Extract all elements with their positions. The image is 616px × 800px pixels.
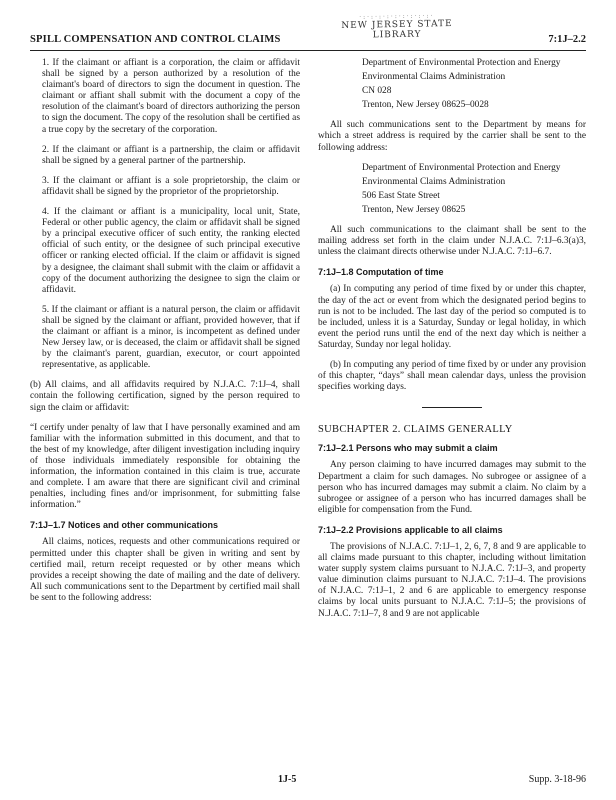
paragraph-street-address: All such communications sent to the Department by means for which a street address is required by the carrier shall be sent to the following address: [318,120,586,153]
paragraph-computation-a: (a) In computing any period of time fixed by or under this chapter, the day of the act or event from which the designated period begins to run is not to be included. The last day of the period so computed is to be included, unless it is a Saturday, Sunday or legal holiday, in which event the period runs until the end of the next day which is neither a Saturday, Sunday nor legal holiday. [318,284,586,350]
address-line: Trenton, New Jersey 08625–0028 [362,100,489,111]
library-stamp-text: NEW JERSEY STATE LIBRARY [341,19,453,41]
address-line: Department of Environmental Protection and Energy [362,162,561,173]
paragraph-natural-person: 5. If the claimant or affiant is a natural person, the claim or affidavit shall be signed by the claimant or affiant, provided however, that if the claimant or affiant is a minor, is incompetent as defined under New Jersey law, or is deceased, the claim or affidavit shall be signed by the claimant's parent, guardian, executor, or court appointed representative, as applicable. [42,304,300,371]
paragraph-provisions: The provisions of N.J.A.C. 7:1J–1, 2, 6, 7, 8 and 9 are applicable to all claims made pursuant to this chapter, including without limitation water supply system claims pursuant to N.J.A.C. 7:1J–3, and property value diminution claims pursuant to N.J.A.C. 7:1J–4. The provisions of N.J.A.C. 7:1J–1, 2 and 6 are applicable to emergency response claims by local units pursuant to N.J.A.C. 7:1J–5; the provisions of N.J.A.C. 7:1J–7, 8 and 9 are not applicable [318,542,586,619]
mailing-address-block [362,58,586,111]
section-heading-1-8: 7:1J–1.8 Computation of time [318,267,444,278]
address-line: 506 East State Street [362,190,440,201]
section-heading-1-7: 7:1J–1.7 Notices and other communications [30,520,219,531]
street-address-block [362,163,586,216]
paragraph-certification-intro: (b) All claims, and all affidavits required by N.J.A.C. 7:1J–4, shall contain the following certification, signed by the person required to sign the claim or affidavit: [30,380,300,413]
address-line: Environmental Claims Administration [362,72,506,83]
section-heading-2-1: 7:1J–2.1 Persons who may submit a claim [318,443,498,454]
address-line: Environmental Claims Administration [362,176,506,187]
header-title: SPILL COMPENSATION AND CONTROL CLAIMS [30,34,281,45]
page-header [30,34,586,51]
paragraph-computation-b: (b) In computing any period of time fixed by or under any provision of this chapter, “days” shall mean calendar days, unless the provision specifies working days. [318,359,586,393]
paragraph-notices: All claims, notices, requests and other communications required or permitted under this chapter shall be given in writing and sent by certified mail, return receipt requested or by other means which provides a receipt showing the date of mailing and the date of delivery. All such communications sent to the Department by certified mail shall be sent to the following address: [30,537,300,603]
paragraph-persons-claim: Any person claiming to have incurred damages may submit to the Department a claim for such damages. No subrogee or assignee of a person who has incurred damages may submit a claim. No claim by a subrogee or assignee of a person who has incurred damages shall be eligible for compensation from the Fund. [318,460,586,515]
certification-quote: “I certify under penalty of law that I have personally examined and am familiar with the information submitted in this document, and that to the best of my knowledge, after diligent investigation including inquiry of those individuals immediately responsible for obtaining the information, the information contained in this claim is true, accurate and complete. I am aware that there are significant civil and criminal penalties, including fines and/or imprisonment, for submitting false information.” [30,422,300,511]
section-heading-2-2: 7:1J–2.2 Provisions applicable to all claims [318,524,503,535]
address-line: CN 028 [362,86,392,97]
supplement-date: Supp. 3-18-96 [528,774,586,785]
left-column [30,58,300,613]
paragraph-corporation: 1. If the claimant or affiant is a corporation, the claim or affidavit shall be signed by a person authorized by a resolution of the claimant's board of directors to sign the document in question. The claimant or affiant shall submit with the document a copy of the resolution of the claimant's board of directors authorizing the person to sign the document. The copy of the resolution shall be certified as a true copy by the secretary of the corporation. [42,58,300,135]
address-line: Department of Environmental Protection and Energy [362,58,561,68]
library-stamp: ·:·:·:·:·:·:·:·:·:· NEW JERSEY STATE LIBRARY [322,13,472,42]
section-divider [422,407,482,408]
paragraph-claimant-communications: All such communications to the claimant shall be sent to the mailing address set forth in the claim under N.J.A.C. 7:1J–6.3(a)3, unless the claimant directs otherwise under N.J.A.C. 7:1J–6.7. [318,225,586,258]
paragraph-municipality: 4. If the claimant or affiant is a municipality, local unit, State, Federal or other public agency, the claim or affidavit shall be signed by a principal executive officer of such entity, the ranking elected official of such entity, or the designee of such principal executive officer or ranking elected official. If the claim or affidavit is signed by a designee, the claimant shall submit with the claim or affidavit a copy of the document authorizing the designee to sign the claim or affidavit. [42,207,300,295]
header-section-number: 7:1J–2.2 [548,34,586,45]
page-number: 1J-5 [278,774,297,785]
address-line: Trenton, New Jersey 08625 [362,204,466,215]
paragraph-partnership: 2. If the claimant or affiant is a partnership, the claim or affidavit shall be signed by a general partner of the partnership. [42,144,300,166]
right-column [318,58,586,629]
subchapter-heading: SUBCHAPTER 2. CLAIMS GENERALLY [318,424,513,436]
paragraph-sole-proprietorship: 3. If the claimant or affiant is a sole proprietorship, the claim or affidavit shall be signed by the proprietor of the proprietorship. [42,175,300,197]
